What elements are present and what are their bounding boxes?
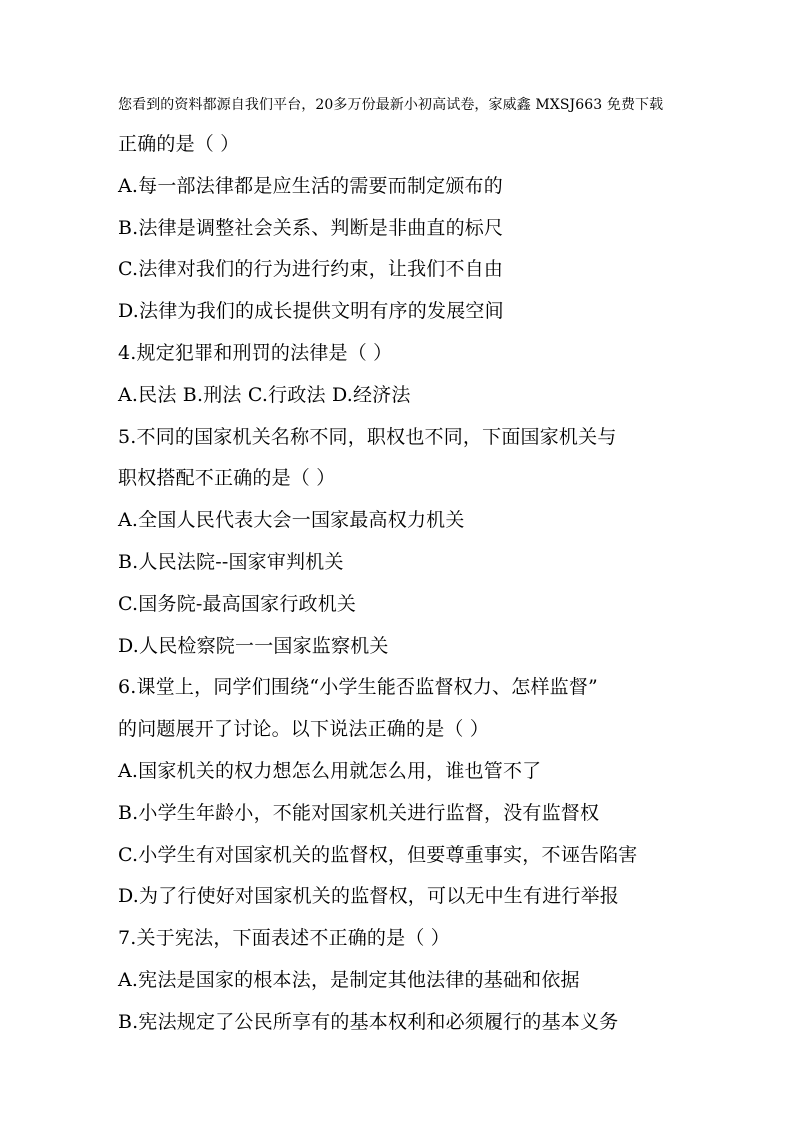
option-line: B.小学生年龄小，不能对国家机关进行监督，没有监督权 <box>118 801 600 824</box>
option-line: B.法律是调整社会关系、判断是非曲直的标尺 <box>118 216 504 239</box>
question-7: 7.关于宪法，下面表述不正确的是（ ） <box>118 927 450 950</box>
option-line: C.法律对我们的行为进行约束，让我们不自由 <box>118 258 504 281</box>
question-4: 4.规定犯罪和刑罚的法律是（ ） <box>118 341 393 364</box>
question-6-line-1: 6.课堂上，同学们围绕“小学生能否监督权力、怎样监督” <box>118 676 598 699</box>
option-line: A.国家机关的权力想怎么用就怎么用，谁也管不了 <box>118 759 542 782</box>
option-line: A.宪法是国家的根本法，是制定其他法律的基础和依据 <box>118 968 580 991</box>
option-line: A.民法 B.刑法 C.行政法 D.经济法 <box>118 383 411 406</box>
option-line: A.全国人民代表大会一国家最高权力机关 <box>118 509 465 532</box>
option-line: B.宪法规定了公民所享有的基本权利和必须履行的基本义务 <box>118 1010 619 1033</box>
option-line: D.为了行使好对国家机关的监督权，可以无中生有进行举报 <box>118 885 619 908</box>
option-line: A.每一部法律都是应生活的需要而制定颁布的 <box>118 174 503 197</box>
option-line: D.人民检察院一一国家监察机关 <box>118 634 389 657</box>
question-text-line: 正确的是（ ） <box>118 133 240 155</box>
question-content <box>118 124 718 1044</box>
question-5-line-2: 职权搭配不正确的是（ ） <box>118 467 336 490</box>
option-line: C.小学生有对国家机关的监督权，但要尊重事实，不诬告陷害 <box>118 843 638 866</box>
question-6-line-2: 的问题展开了讨论。以下说法正确的是（ ） <box>118 718 490 741</box>
option-line: C.国务院-最高国家行政机关 <box>118 592 357 615</box>
header-note: 您看到的资料都源自我们平台，20多万份最新小初高试卷，家威鑫 MXSJ663 免费下载 <box>118 97 664 113</box>
option-line: D.法律为我们的成长提供文明有序的发展空间 <box>118 300 504 323</box>
option-line: B.人民法院--国家审判机关 <box>118 550 344 573</box>
question-5-line-1: 5.不同的国家机关名称不同，职权也不同，下面国家机关与 <box>118 425 617 448</box>
